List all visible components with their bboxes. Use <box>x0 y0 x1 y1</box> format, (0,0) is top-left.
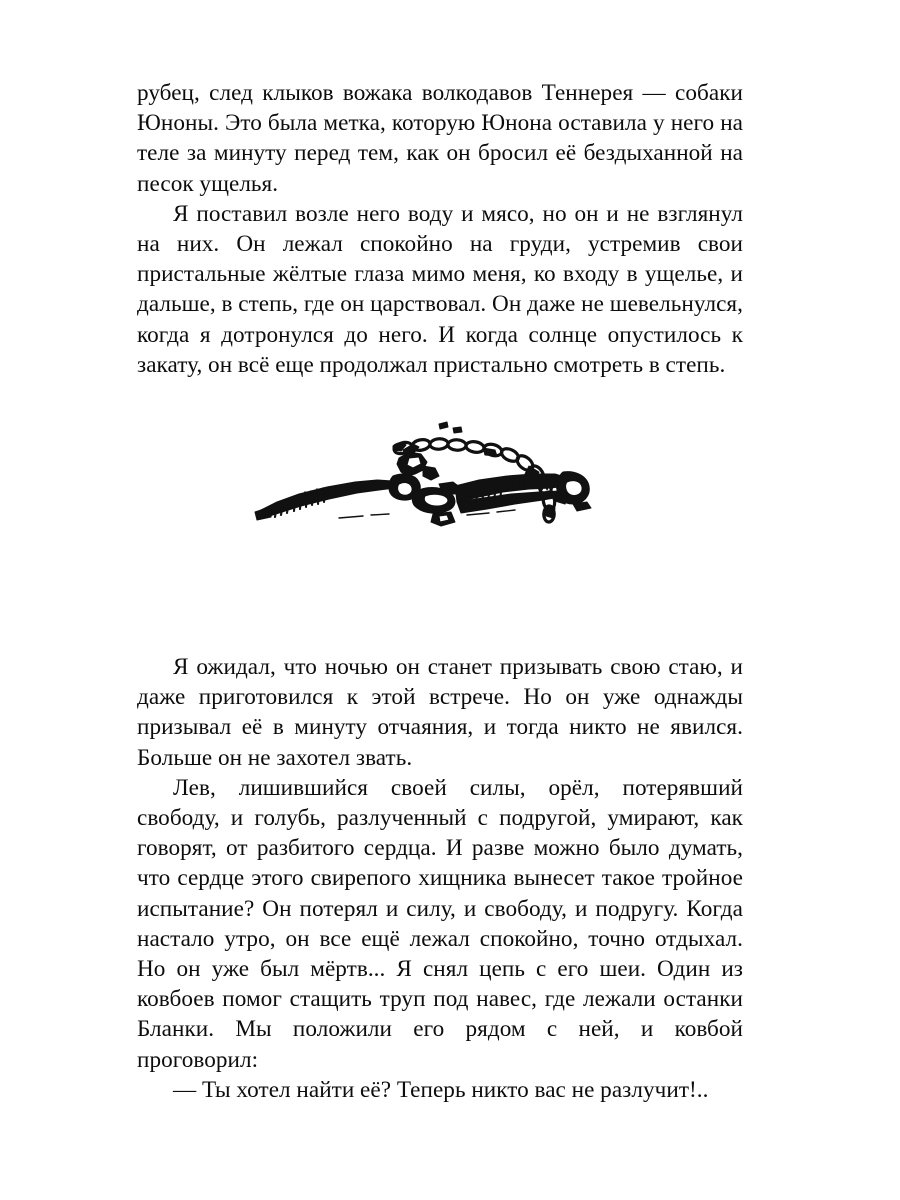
paragraph-body-1: Я поставил возле него воду и мясо, но он и не взглянул на них. Он лежал спокойно на груди, устремив свои пристальные жёлтые глаза мимо меня, ко входу в ущелье, и дальше, в степь, где он царствовал. Он даже не шевельнулся, когда я дотронулся до него. И когда солнце опустилось к закату, он всё еще продолжал пристально смотреть в степь. <box>137 200 743 378</box>
paragraph-continuation: рубец, след клыков вожака волкодавов Теннерея — собаки Юноны. Это была метка, которую Юнона оставила у него на теле за минуту перед тем, как он бросил её бездыханной на песок ущелья. <box>137 80 743 197</box>
paragraph-body-3: Лев, лишившийся своей силы, орёл, потерявший свободу, и голубь, разлученный с подругой, умирают, как говорят, от разбитого сердца. И разве можно было думать, что сердце этого свирепого хищника вынесет такое тройное испытание? Он потерял и силу, и свободу, и подругу. Когда настало утро, он все ещё лежал спокойно, точно отдыхал. Но он уже был мёртв... Я снял цепь с его шеи. Один из ковбоев помог стащить труп под навес, где лежали останки Бланки. Мы положили его рядом с ней, и ковбой проговорил: <box>137 774 743 1073</box>
paragraph-dialogue: — Ты хотел найти её? Теперь никто вас не разлучит!.. <box>173 1076 709 1103</box>
text-column <box>137 78 743 1105</box>
paragraph-body-2: Я ожидал, что ночью он станет призывать свою стаю, и даже приготовился к этой встрече. Но он уже однажды призывал её в минуту отчаяния, и тогда никто не явился. Больше он не захотел звать. <box>137 654 743 771</box>
vignette-gap <box>137 380 743 652</box>
